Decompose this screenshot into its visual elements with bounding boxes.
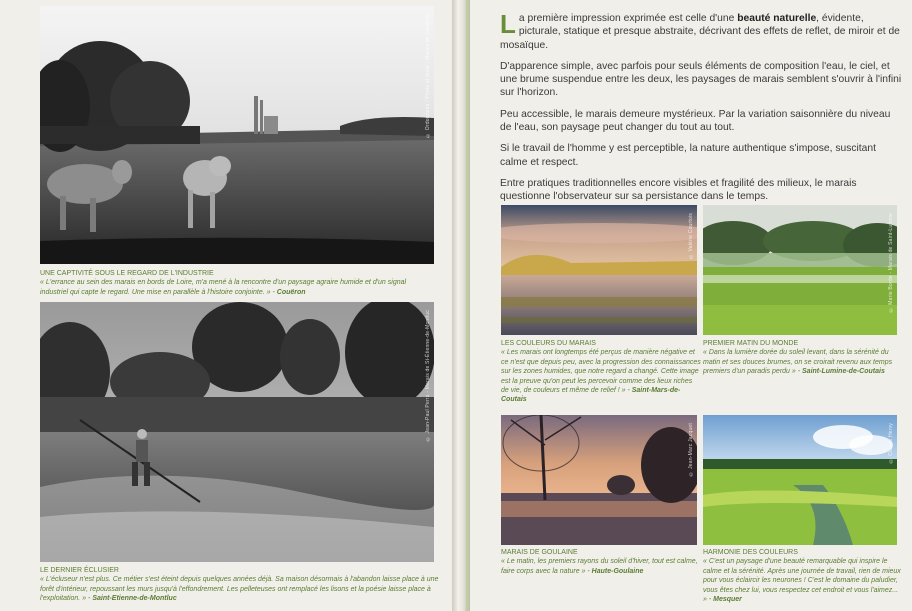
photo-lock-keeper bbox=[40, 302, 434, 562]
intro-p1-start: a première impression exprimée est celle d'une bbox=[518, 13, 738, 24]
binding-stripe bbox=[466, 0, 469, 611]
photo-first-morning bbox=[703, 205, 897, 335]
caption-title: UNE CAPTIVITÉ SOUS LE REGARD DE L'INDUSTRIE bbox=[40, 270, 214, 277]
photo-colour-harmony bbox=[703, 415, 897, 545]
caption-text: « Dans la lumière dorée du soleil levant, dans la sérénité du matin et ses douces brumes, on se croirait revenu aux temps premiers d'un paradis perdu » - bbox=[703, 349, 893, 376]
photo-marsh-colours bbox=[501, 205, 697, 335]
photo-first-morning-image bbox=[703, 205, 897, 335]
intro-p1-bold: beauté naturelle bbox=[737, 13, 817, 24]
intro-text bbox=[500, 9, 902, 212]
caption-place: Saint-Mars-de-Coutais bbox=[501, 387, 681, 404]
photo-lock-keeper-image bbox=[40, 302, 434, 562]
caption-place: Couëron bbox=[276, 288, 306, 296]
left-page bbox=[0, 0, 452, 611]
caption-marsh-colours bbox=[501, 339, 701, 405]
photo-credit: © Ordonneau / Photo et texte - Marais de Couëron bbox=[425, 14, 431, 138]
photo-cows-image bbox=[40, 6, 434, 264]
photo-cows-industry bbox=[40, 6, 434, 264]
caption-place: Mesquer bbox=[713, 596, 742, 604]
right-page bbox=[470, 0, 912, 611]
caption-place: Haute-Goulaine bbox=[591, 567, 644, 575]
caption-text: « C'est un paysage d'une beauté remarquable qui inspire le calme et la sérénité. Après une journée de travail, rien de mieux pour vous éclaircir les neurones ! C'est le domaine du paludier, vous êtes chez lui, vous respectez cet endroit et vous l'aimez... » - bbox=[703, 558, 901, 604]
drop-cap: L bbox=[500, 9, 516, 39]
photo-colour-harmony-image bbox=[703, 415, 897, 545]
photo-credit: © Jean-Marc Jacquet bbox=[688, 423, 694, 477]
intro-paragraph-3: Peu accessible, le marais demeure mystérieux. Par la variation saisonnière du niveau de l'eau, son paysage peut changer du tout au tout. bbox=[500, 108, 891, 134]
caption-colour-harmony bbox=[703, 548, 903, 604]
photo-credit: © Jean-Paul Perru - Marais de St-Étienne-de-Montluc bbox=[425, 310, 431, 442]
intro-paragraph-5: Entre pratiques traditionnelles encore visibles et fragilité des milieux, le marais questionne l'observateur sur sa persistance dans le temps. bbox=[500, 177, 857, 203]
photo-credit: © Marie Borde - Marais de Saint-Lumine bbox=[888, 213, 894, 313]
caption-place: Saint-Lumine-de-Coutais bbox=[802, 368, 885, 376]
photo-credit: © Claude Hervy bbox=[888, 423, 894, 464]
caption-goulaine-marsh bbox=[501, 548, 701, 576]
caption-photo-lock-keeper bbox=[40, 566, 440, 604]
caption-text: « Le matin, les premiers rayons du soleil d'hiver, tout est calme, faire corps avec la nature » - bbox=[501, 558, 698, 575]
caption-place: Saint-Etienne-de-Montluc bbox=[92, 595, 177, 603]
intro-paragraph-4: Si le travail de l'homme y est perceptible, la nature authentique s'impose, suscitant calme et respect. bbox=[500, 143, 876, 168]
caption-title: LE DERNIER ÉCLUSIER bbox=[40, 567, 119, 574]
intro-p1-end: , évidente, picturale, statique et presque abstraite, décrivant des effets de reflet, de miroir et de mosaïque. bbox=[500, 13, 900, 51]
caption-first-morning bbox=[703, 339, 903, 377]
caption-title: LES COULEURS DU MARAIS bbox=[501, 340, 596, 347]
photo-goulaine-marsh-image bbox=[501, 415, 697, 545]
caption-text: « L'errance au sein des marais en bords de Loire, m'a mené à la rencontre d'un paysage agraire humide et d'un signal industriel qui capte le regard. Une mise en parallèle à l'histoire conjointe. » - bbox=[40, 279, 407, 296]
caption-text: « Les marais ont longtemps été perçus de manière négative et ce n'est que depuis peu, avec la progression des connaissances sur les zones humides, que notre regard a changé. Cette image est la preuve qu'on peut les percevoir comme des lieux riches de vie, de couleurs et même de relief ! » - bbox=[501, 349, 701, 395]
photo-goulaine-marsh bbox=[501, 415, 697, 545]
caption-title: MARAIS DE GOULAINE bbox=[501, 549, 578, 556]
caption-title: PREMIER MATIN DU MONDE bbox=[703, 340, 799, 347]
caption-text: « L'écluseur n'est plus. Ce métier s'est éteint depuis quelques années déjà. Sa maison désormais à l'abandon laisse place à une forêt d'intérieur, repoussant les murs jusqu'à l'effondrement. Les pelleteuses ont remplacé les lisons et la poésie laisse place à l'exploitation. » - bbox=[40, 576, 439, 603]
intro-paragraph-1 bbox=[500, 9, 902, 52]
photo-marsh-colours-image bbox=[501, 205, 697, 335]
photo-credit: © Valérie Courtois bbox=[688, 213, 694, 260]
caption-photo-cows bbox=[40, 269, 436, 297]
caption-title: HARMONIE DES COULEURS bbox=[703, 549, 798, 556]
intro-paragraph-2: D'apparence simple, avec parfois pour seuls éléments de composition l'eau, le ciel, et une brume suspendue entre les deux, les paysages de marais semblent s'ouvrir à l'infini sur l'horizon. bbox=[500, 60, 902, 99]
